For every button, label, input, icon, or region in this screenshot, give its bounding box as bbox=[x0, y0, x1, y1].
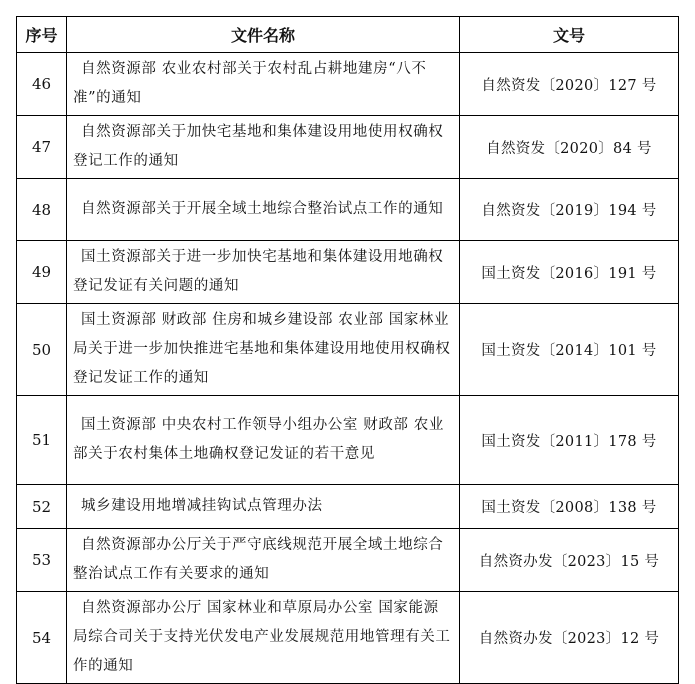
table-row bbox=[17, 241, 679, 304]
row-title-cell bbox=[67, 485, 460, 529]
row-title: 城乡建设用地增减挂钩试点管理办法 bbox=[81, 498, 323, 514]
row-title: 国土资源部 中央农村工作领导小组办公室 财政部 农业部关于农村集体土地确权登记发证的若干意见 bbox=[73, 417, 444, 462]
row-title-cell bbox=[67, 592, 460, 684]
row-number: 52 bbox=[17, 485, 67, 529]
row-doc-number: 国土资发〔2008〕138 号 bbox=[460, 485, 679, 529]
row-title-cell bbox=[67, 241, 460, 304]
row-title: 自然资源部办公厅关于严守底线规范开展全域土地综合整治试点工作有关要求的通知 bbox=[73, 537, 444, 582]
row-doc-number: 国土资发〔2011〕178 号 bbox=[460, 396, 679, 485]
row-title-cell bbox=[67, 304, 460, 396]
header-document-number: 文号 bbox=[460, 17, 679, 53]
table-header-row bbox=[17, 17, 679, 53]
row-title-cell bbox=[67, 116, 460, 179]
row-number: 54 bbox=[17, 592, 67, 684]
row-title-cell bbox=[67, 179, 460, 241]
row-title-cell bbox=[67, 396, 460, 485]
row-doc-number: 自然资发〔2020〕84 号 bbox=[460, 116, 679, 179]
table-row bbox=[17, 485, 679, 529]
row-doc-number: 国土资发〔2014〕101 号 bbox=[460, 304, 679, 396]
table-row bbox=[17, 53, 679, 116]
row-doc-number: 自然资发〔2020〕127 号 bbox=[460, 53, 679, 116]
row-title-cell bbox=[67, 53, 460, 116]
table-row bbox=[17, 304, 679, 396]
row-title: 国土资源部关于进一步加快宅基地和集体建设用地确权登记发证有关问题的通知 bbox=[73, 249, 444, 294]
row-number: 48 bbox=[17, 179, 67, 241]
row-number: 53 bbox=[17, 529, 67, 592]
table-row bbox=[17, 592, 679, 684]
row-doc-number: 自然资办发〔2023〕12 号 bbox=[460, 592, 679, 684]
row-number: 46 bbox=[17, 53, 67, 116]
row-title-cell bbox=[67, 529, 460, 592]
table-row bbox=[17, 179, 679, 241]
document-table bbox=[16, 16, 679, 684]
row-number: 47 bbox=[17, 116, 67, 179]
row-title: 自然资源部办公厅 国家林业和草原局办公室 国家能源局综合司关于支持光伏发电产业发展规范用地管理有关工作的通知 bbox=[73, 600, 451, 674]
row-title: 国土资源部 财政部 住房和城乡建设部 农业部 国家林业局关于进一步加快推进宅基地和集体建设用地使用权确权登记发证工作的通知 bbox=[73, 312, 451, 386]
row-title: 自然资源部关于加快宅基地和集体建设用地使用权确权登记工作的通知 bbox=[73, 124, 444, 169]
row-number: 49 bbox=[17, 241, 67, 304]
row-doc-number: 国土资发〔2016〕191 号 bbox=[460, 241, 679, 304]
row-title: 自然资源部 农业农村部关于农村乱占耕地建房“八不准”的通知 bbox=[73, 61, 427, 106]
row-title: 自然资源部关于开展全域土地综合整治试点工作的通知 bbox=[81, 201, 444, 217]
row-doc-number: 自然资办发〔2023〕15 号 bbox=[460, 529, 679, 592]
header-document-name: 文件名称 bbox=[67, 17, 460, 53]
row-doc-number: 自然资发〔2019〕194 号 bbox=[460, 179, 679, 241]
row-number: 51 bbox=[17, 396, 67, 485]
row-number: 50 bbox=[17, 304, 67, 396]
table-row bbox=[17, 529, 679, 592]
table-row bbox=[17, 396, 679, 485]
table-row bbox=[17, 116, 679, 179]
header-number: 序号 bbox=[17, 17, 67, 53]
